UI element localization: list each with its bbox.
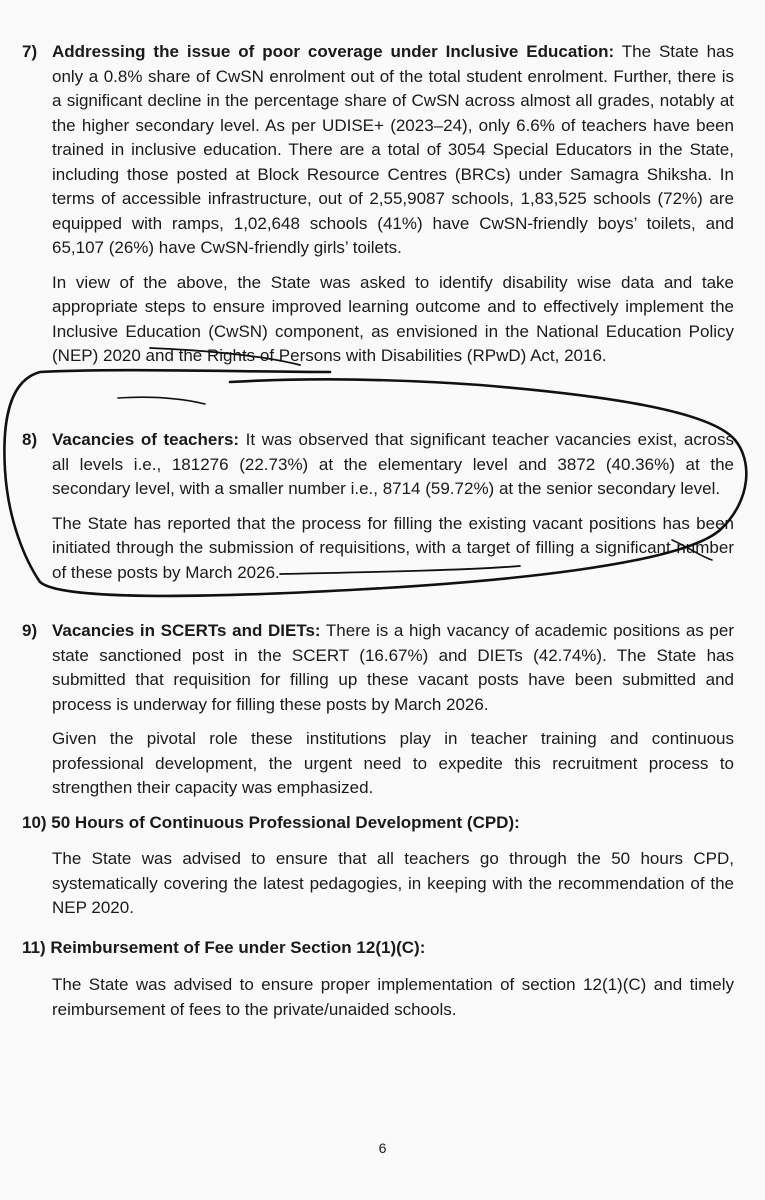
section-7-number: 7) [22,42,38,61]
section-11 [22,973,734,1022]
section-10-paragraph: The State was advised to ensure that all teachers go through the 50 hours CPD, systematically covering the latest pedagogies, in keeping with the recommendation of the NEP 2020. [52,849,734,917]
section-10-heading: 10) 50 Hours of Continuous Professional Development (CPD): [22,813,520,832]
section-7-heading: Addressing the issue of poor coverage under Inclusive Education: [52,42,615,61]
section-7-paragraph [52,40,734,261]
section-7-paragraph-2: In view of the above, the State was asked to identify disability wise data and take appropriate steps to ensure improved learning outcome and to effectively implement the Inclusive Education (CwSN) component, as envisioned in the National Education Policy (NEP) 2020 and the Rights of Persons with Disabilities (RPwD) Act, 2016. [52,272,734,365]
section-11-paragraph: The State was advised to ensure proper implementation of section 12(1)(C) and timely reimbursement of fees to the private/unaided schools. [52,975,734,1019]
section-9 [22,619,734,801]
section-7 [22,40,734,369]
section-9-number: 9) [22,621,38,640]
page-number: 6 [378,1140,387,1156]
section-9-text: There is a high vacancy of academic positions as per state sanctioned post in the SCERT (16.67%) and DIETs (42.74%). The State has submitted that requisition for filling up these vacant posts have been submitted and process is underway for filling these posts by March 2026. [52,621,734,714]
section-11-heading: 11) Reimbursement of Fee under Section 12(1)(C): [22,938,426,957]
section-8-paragraph-2: The State has reported that the process for filling the existing vacant positions has been initiated through the submission of requisitions, with a target of filling a significant number of these posts by March 2026. [52,513,734,582]
section-9-paragraph [52,619,734,717]
section-9-heading: Vacancies in SCERTs and DIETs: [52,621,321,640]
section-8-paragraph [52,428,734,502]
section-8-heading: Vacancies of teachers: [52,430,240,449]
section-10 [22,847,734,921]
section-8-text: It was observed that significant teacher vacancies exist, across all levels i.e., 181276 (22.73%) at the elementary level and 3872 (40.36%) at the secondary level, with a smaller number i.e., 8714 (59.72%) at the senior secondary level. [52,430,734,498]
section-9-paragraph-2: Given the pivotal role these institutions play in teacher training and continuous professional development, the urgent need to expedite this recruitment process to strengthen their capacity was emphasized. [52,729,734,797]
section-7-text: The State has only a 0.8% share of CwSN enrolment out of the total student enrolment. Further, there is a significant decline in the percentage share of CwSN across almost all grades, notably at the higher secondary level. As per UDISE+ (2023–24), only 6.6% of teachers have been trained in inclusive education. There are a total of 3054 Special Educators in the State, including those posted at Block Resource Centres (BRCs) under Samagra Shiksha. In terms of accessible infrastructure, out of 2,55,9087 schools, 1,83,525 schools (72%) are equipped with ramps, 1,02,648 schools (41%) have CwSN-friendly boys’ toilets, and 65,107 (26%) have CwSN-friendly girls’ toilets. [52,42,734,257]
section-8-number: 8) [22,430,38,449]
section-8 [22,428,734,585]
